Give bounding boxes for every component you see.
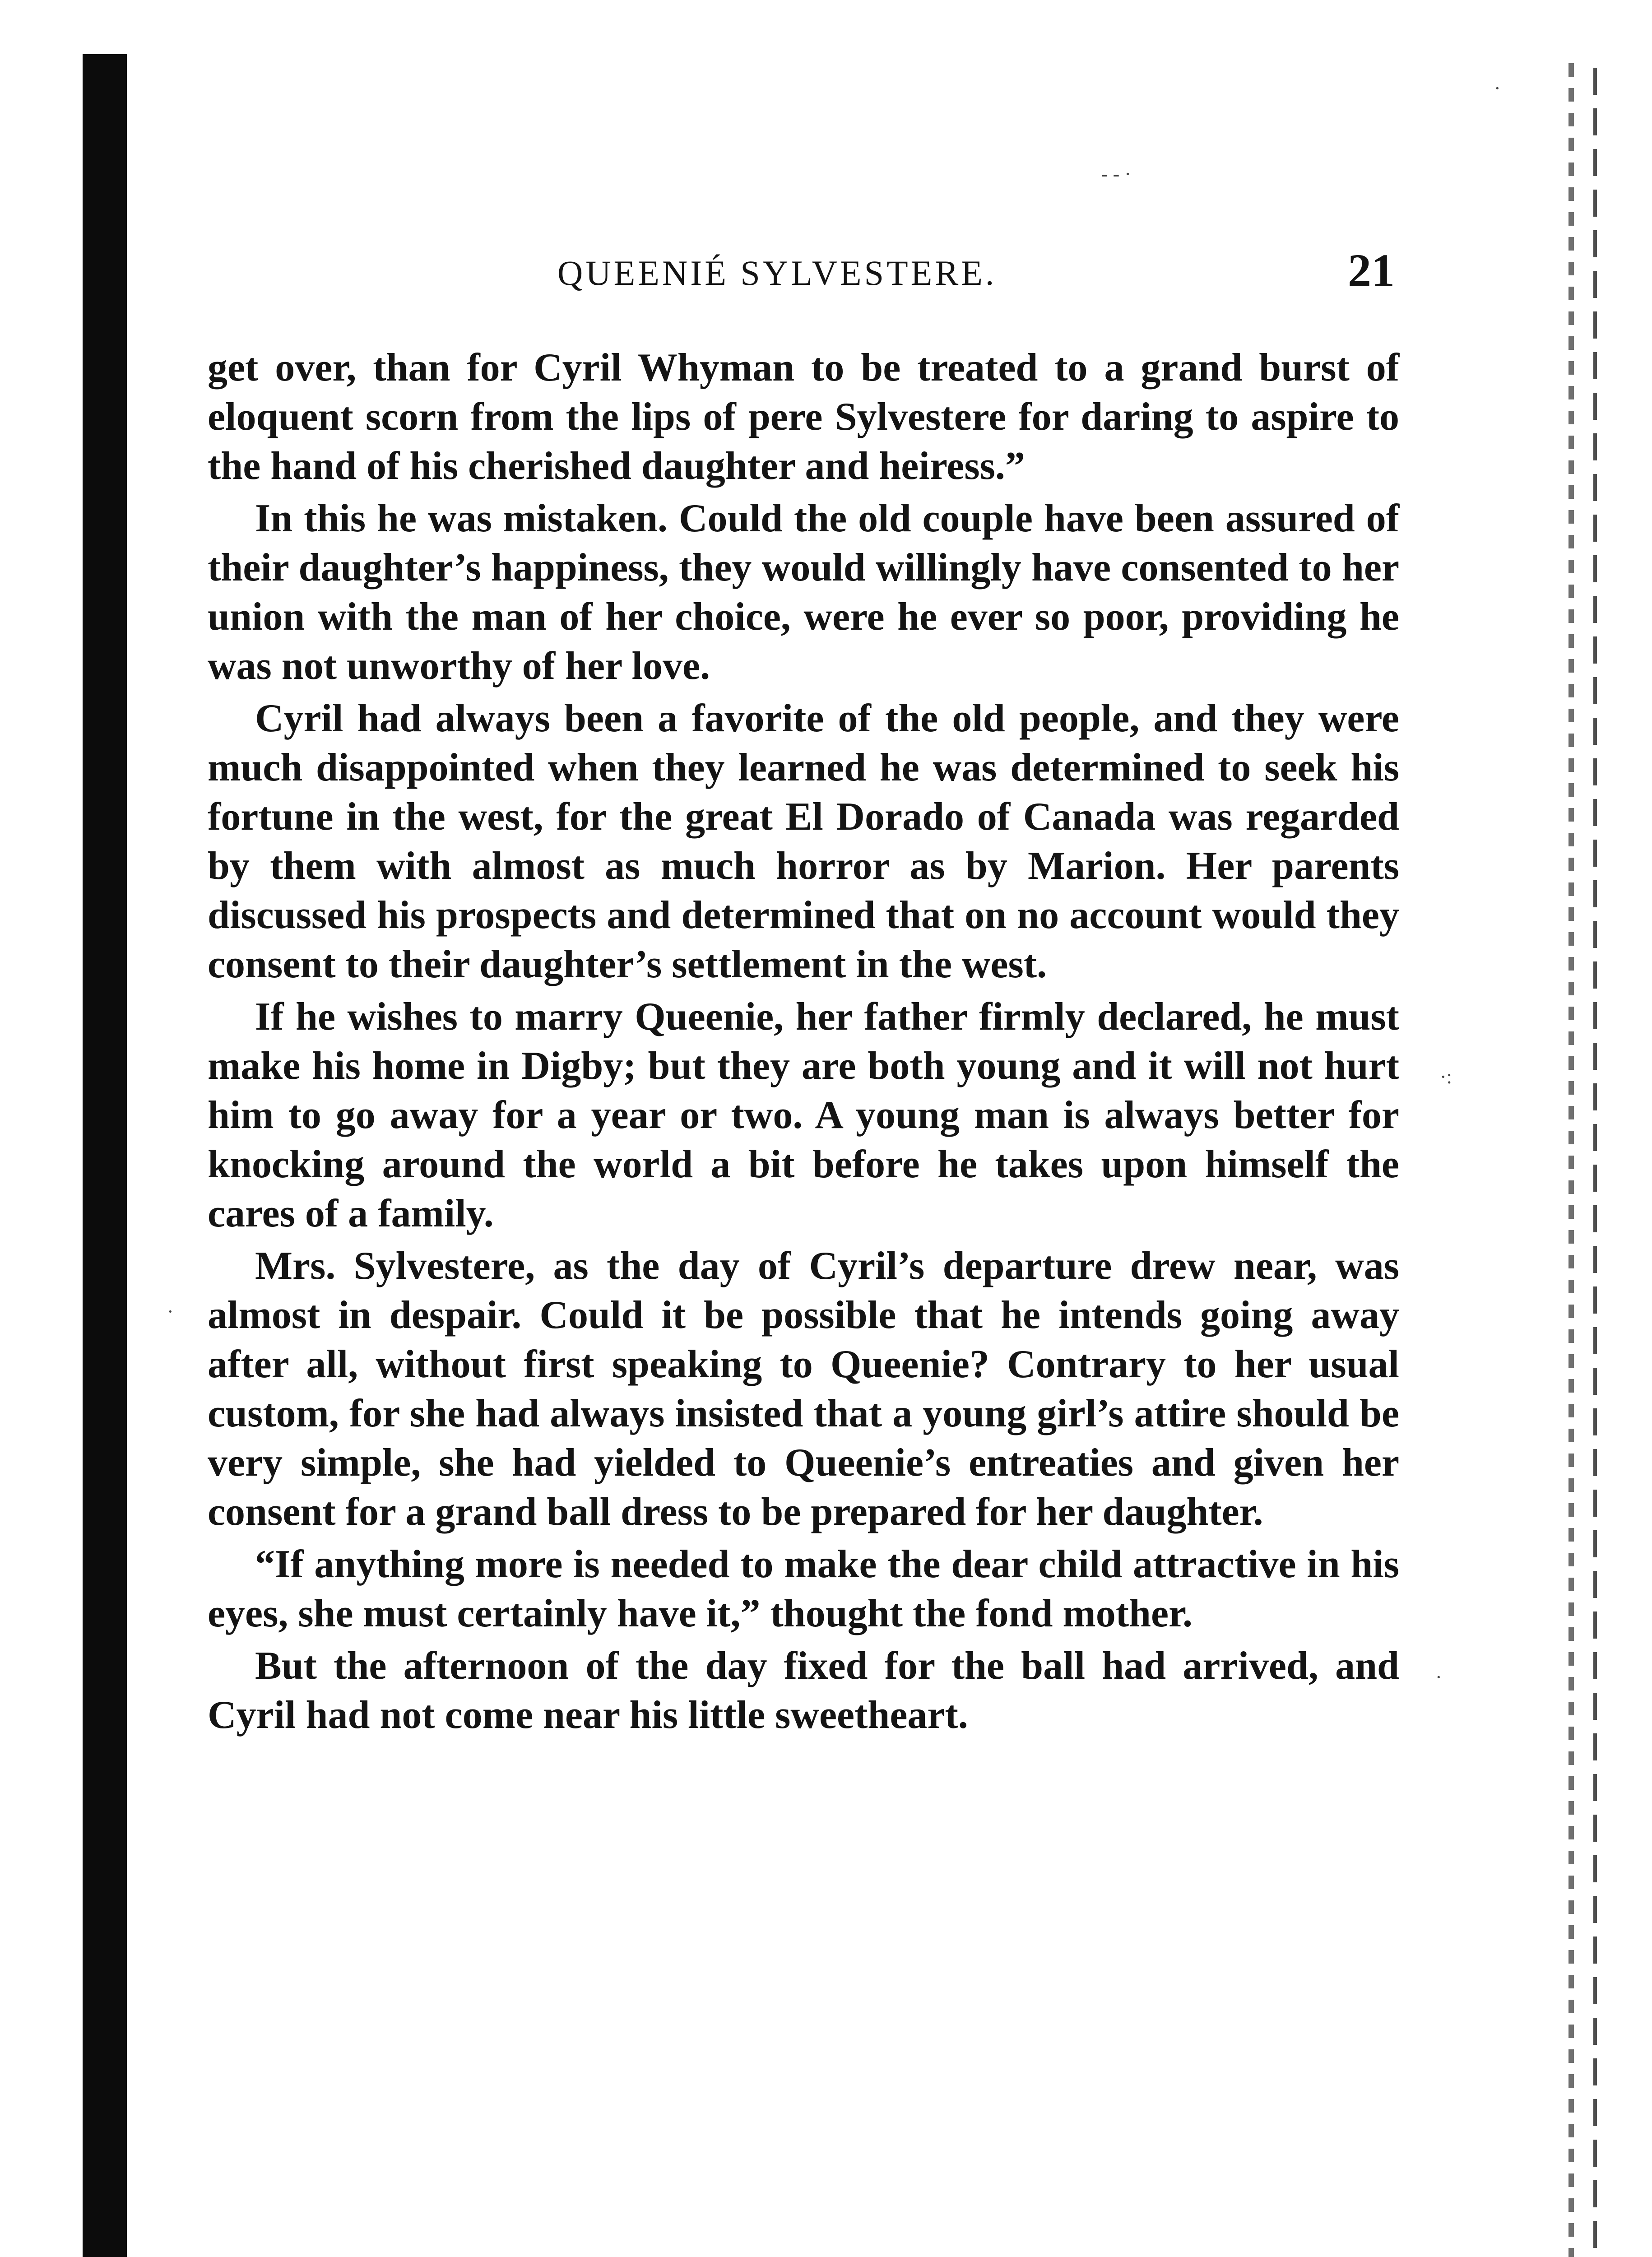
running-head: QUEENIÉ SYLVESTERE. [557,253,997,293]
ink-speck: · [167,1300,174,1323]
paragraph: “If anything more is needed to make the dear child attractive in his eyes, she must certainly have it,” thought the fond mother. [208,1542,1399,1635]
ink-speck: · [1435,1666,1442,1688]
paragraph: If he wishes to marry Queenie, her father firmly declared, he must make his home in Digby; but they are both young and it will not hurt him to go away for a year or two. A young man is always better for knocking around the world a bit before he takes upon himself the cares of a family. [208,995,1399,1235]
page-edge-marks-outer [1593,68,1597,2257]
page-edge-marks [1568,63,1574,2257]
page-number: 21 [1348,245,1395,297]
body-text [208,343,1399,1743]
paragraph: In this he was mistaken. Could the old couple have been assured of their daughter’s happiness, they would willingly have consented to her union with the man of her choice, were he ever so poor, providing he was not unworthy of her love. [208,497,1399,688]
ink-speck: · [1494,77,1501,99]
ink-speck: ·: [1440,1066,1452,1088]
ink-speck: - - · [1101,163,1131,185]
binding-shadow [83,54,127,2257]
paragraph: Mrs. Sylvestere, as the day of Cyril’s departure drew near, was almost in despair. Could it be possible that he intends going away after all, without first speaking to Queenie? Contrary to her usual custom, for she had always insisted that a young girl’s attire should be very simple, she had yielded to Queenie’s entreaties and given her consent for a grand ball dress to be prepared for her daughter. [208,1244,1399,1534]
paragraph: get over, than for Cyril Whyman to be treated to a grand burst of eloquent scorn from the lips of pere Sylvestere for daring to aspire to the hand of his cherished daughter and heiress.” [208,346,1399,488]
page-header [221,244,1395,302]
paragraph: Cyril had always been a favorite of the old people, and they were much disappointed when they learned he was determined to seek his fortune in the west, for the great El Dorado of Canada was regarded by them with almost as much horror as by Marion. Her parents discussed his prospects and determined that on no account would they consent to their daughter’s settlement in the west. [208,697,1399,986]
paragraph: But the afternoon of the day fixed for the ball had arrived, and Cyril had not come near his little sweetheart. [208,1644,1399,1737]
